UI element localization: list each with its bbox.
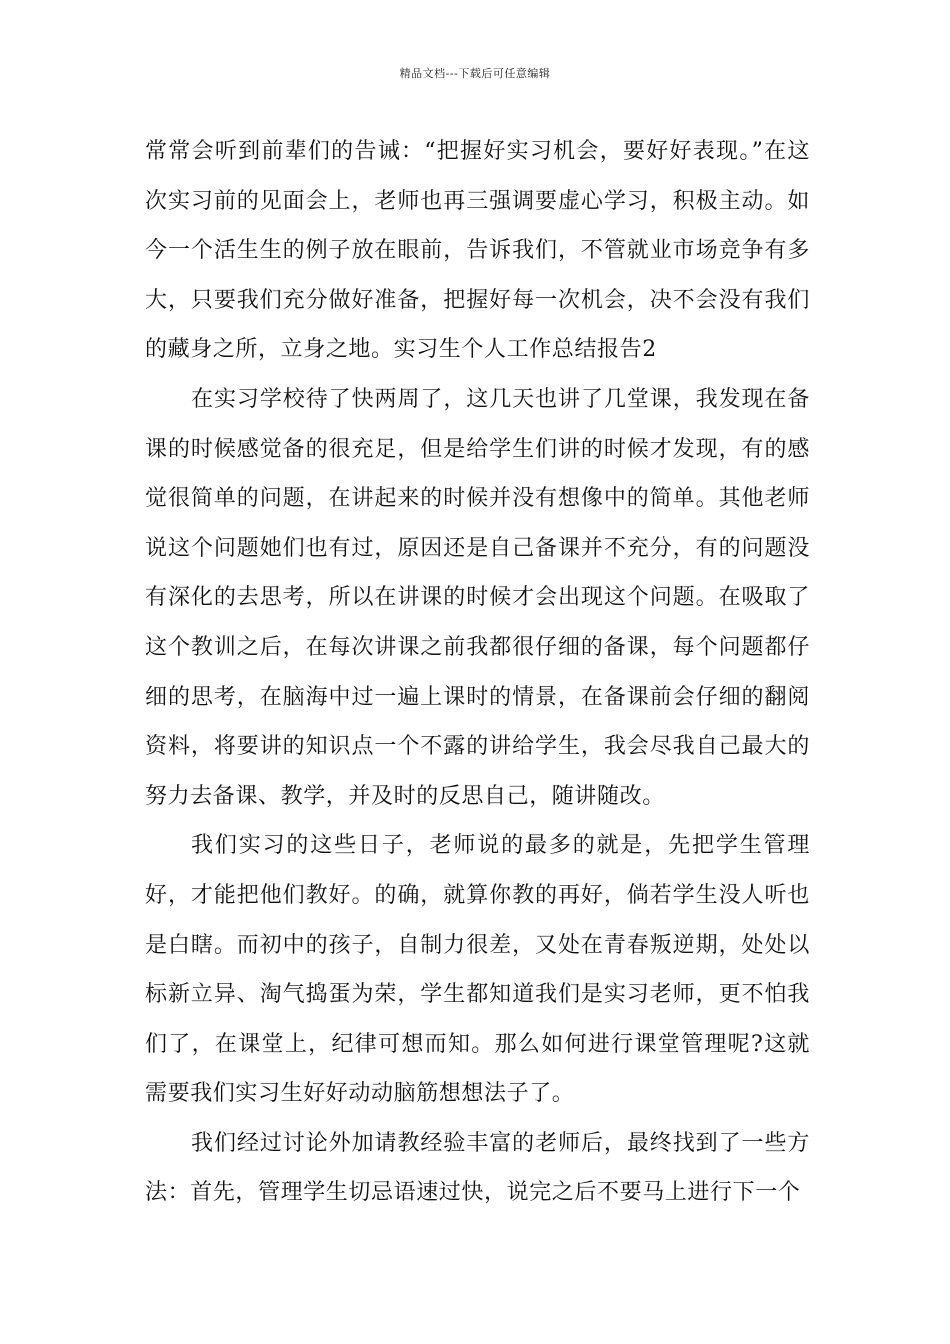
paragraph-4: 我们经过讨论外加请教经验丰富的老师后，最终找到了一些方法：首先，管理学生切忌语速过快，说完之后不要马上进行下一个	[145, 1130, 810, 1206]
paragraph-1: 常常会听到前辈们的告诫：“把握好实习机会，要好好表现。”在这次实习前的见面会上，老师也再三强调要虚心学习，积极主动。如今一个活生生的例子放在眼前，告诉我们，不管就业市场竞争有多大，只要我们充分做好准备，把握好每一次机会，决不会没有我们的藏身之所，立身之地。实习生个人工作总结报告2	[145, 139, 810, 363]
paragraph-2: 在实习学校待了快两周了，这几天也讲了几堂课，我发现在备课的时候感觉备的很充足，但是给学生们讲的时候才发现，有的感觉很简单的问题，在讲起来的时候并没有想像中的简单。其他老师说这个问题她们也有过，原因还是自己备课并不充分，有的问题没有深化的去思考，所以在讲课的时候才会出现这个问题。在吸取了这个教训之后，在每次讲课之前我都很仔细的备课，每个问题都仔细的思考，在脑海中过一遍上课时的情景，在备课前会仔细的翻阅资料，将要讲的知识点一个不露的讲给学生，我会尽我自己最大的努力去备课、教学，并及时的反思自己，随讲随改。	[145, 386, 810, 809]
page-header: 精品文档---下载后可任意编辑	[399, 67, 551, 80]
paragraph-3: 我们实习的这些日子，老师说的最多的就是，先把学生管理好，才能把他们教好。的确，就算你教的再好，倘若学生没人听也是白瞎。而初中的孩子，自制力很差，又处在青春叛逆期，处处以标新立异、淘气捣蛋为荣，学生都知道我们是实习老师，更不怕我们了，在课堂上，纪律可想而知。那么如何进行课堂管理呢?这就需要我们实习生好好动动脑筋想想法子了。	[145, 833, 810, 1107]
document-body	[145, 127, 810, 1218]
